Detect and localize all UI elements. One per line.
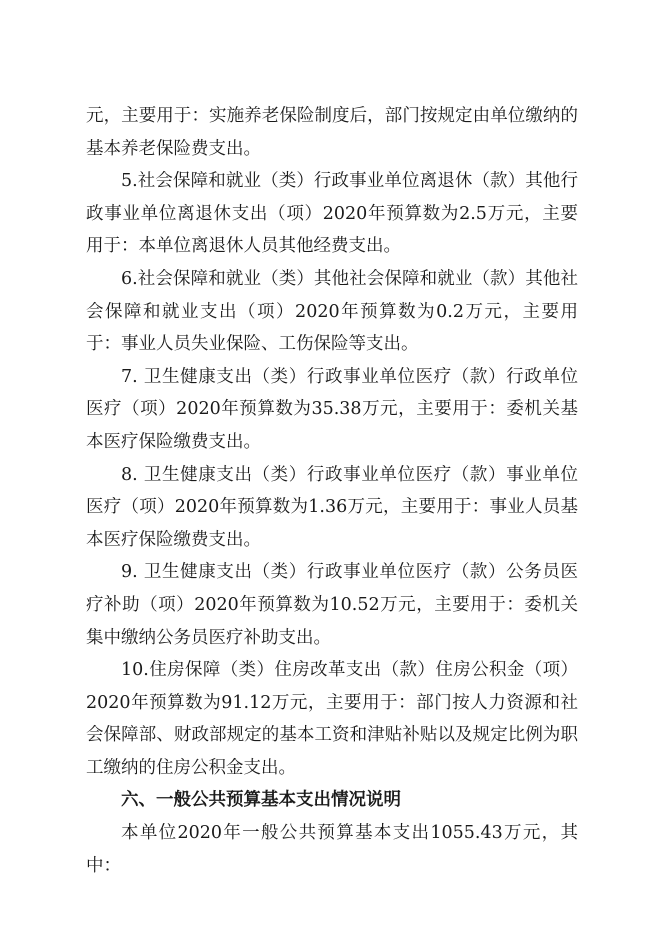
document-body xyxy=(86,100,578,882)
paragraph-item-8: 8. 卫生健康支出（类）行政事业单位医疗（款）事业单位医疗（项）2020年预算数为1.36万元，主要用于：事业人员基本医疗保险缴费支出。 xyxy=(86,464,578,550)
paragraph-summary: 本单位2020年一般公共预算基本支出1055.43万元，其中： xyxy=(86,823,578,876)
paragraph-continuation: 元，主要用于：实施养老保险制度后，部门按规定由单位缴纳的基本养老保险费支出。 xyxy=(86,106,578,159)
paragraph-item-6: 6.社会保障和就业（类）其他社会保障和就业（款）其他社会保障和就业支出（项）2020年预算数为0.2万元，主要用于：事业人员失业保险、工伤保险等支出。 xyxy=(86,268,578,355)
paragraph-item-7: 7. 卫生健康支出（类）行政事业单位医疗（款）行政单位医疗（项）2020年预算数为35.38万元，主要用于：委机关基本医疗保险缴费支出。 xyxy=(86,366,578,452)
paragraph-item-5: 5.社会保障和就业（类）行政事业单位离退休（款）其他行政事业单位离退休支出（项）2020年预算数为2.5万元，主要用于：本单位离退休人员其他经费支出。 xyxy=(86,171,578,257)
paragraph-item-9: 9. 卫生健康支出（类）行政事业单位医疗（款）公务员医疗补助（项）2020年预算数为10.52万元，主要用于：委机关集中缴纳公务员医疗补助支出。 xyxy=(86,562,578,648)
paragraph-item-10: 10.住房保障（类）住房改革支出（款）住房公积金（项）2020年预算数为91.12万元，主要用于：部门按人力资源和社会保障部、财政部规定的基本工资和津贴补贴以及规定比例为职工缴纳的住房公积金支出。 xyxy=(86,660,578,778)
section-heading: 六、一般公共预算基本支出情况说明 xyxy=(121,790,401,811)
